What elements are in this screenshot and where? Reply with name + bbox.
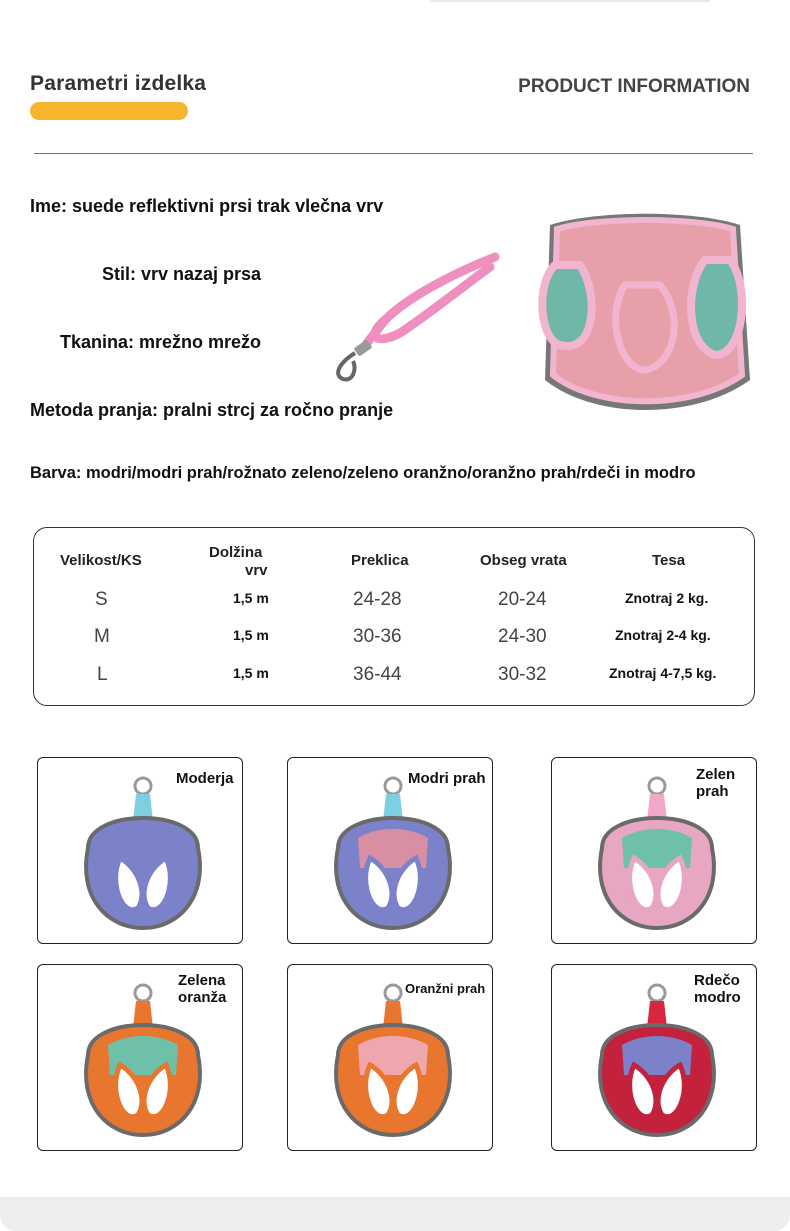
info-color: Barva: modri/modri prah/rožnato zeleno/zeleno oranžno/oranžno prah/rdeči in modro xyxy=(30,464,696,482)
title-underline-highlight xyxy=(30,102,188,120)
table-cell-chest: 24-28 xyxy=(353,589,402,610)
table-cell-chest: 36-44 xyxy=(353,664,402,685)
table-cell-weight: Znotraj 2 kg. xyxy=(625,590,709,606)
variant-label: Zelena xyxy=(178,972,226,989)
info-style: Stil: vrv nazaj prsa xyxy=(102,264,262,284)
table-cell-neck: 24-30 xyxy=(498,626,547,647)
variant-label: Zelen xyxy=(696,766,736,783)
info-washing: Metoda pranja: pralni strcj za ročno pranje xyxy=(30,400,394,420)
harness-blue-icon xyxy=(58,768,228,938)
col-header-rope-1: Dolžina xyxy=(209,544,263,561)
variant-label: modro xyxy=(694,989,741,1006)
variant-label: Moderja xyxy=(176,770,234,787)
header-divider xyxy=(34,153,753,154)
variant-label: prah xyxy=(696,783,729,800)
col-header-chest: Preklica xyxy=(351,552,409,569)
harness-blue-pink-icon xyxy=(308,768,478,938)
vest-image xyxy=(535,205,755,425)
table-cell-weight: Znotraj 2-4 kg. xyxy=(615,627,711,643)
bottom-bar xyxy=(0,1197,790,1231)
section-title: Parametri izdelka xyxy=(30,72,207,95)
info-fabric: Tkanina: mrežno mrežo xyxy=(60,332,262,352)
variant-label: oranža xyxy=(178,989,227,1006)
table-cell-rope: 1,5 m xyxy=(233,665,269,681)
info-name: Ime: suede reflektivni prsi trak vlečna vrv xyxy=(30,196,384,216)
table-cell-rope: 1,5 m xyxy=(233,590,269,606)
leash-image xyxy=(325,245,510,390)
col-header-neck: Obseg vrata xyxy=(480,552,567,569)
table-cell-chest: 30-36 xyxy=(353,626,402,647)
col-header-rope-2: vrv xyxy=(245,562,268,579)
variant-label: Oranžni prah xyxy=(405,981,486,996)
table-cell-weight: Znotraj 4-7,5 kg. xyxy=(609,665,717,681)
col-header-size: Velikost/KS xyxy=(60,552,142,569)
table-cell-size: L xyxy=(97,664,108,685)
top-divider xyxy=(430,0,710,2)
table-cell-rope: 1,5 m xyxy=(233,627,269,643)
section-title-en: PRODUCT INFORMATION xyxy=(518,76,750,97)
table-cell-size: M xyxy=(94,626,110,647)
table-cell-neck: 30-32 xyxy=(498,664,547,685)
variant-label: Modri prah xyxy=(408,770,486,787)
harness-orange-pink-icon xyxy=(308,975,478,1145)
table-cell-neck: 20-24 xyxy=(498,589,547,610)
col-header-weight: Tesa xyxy=(652,552,686,569)
table-cell-size: S xyxy=(95,589,108,610)
variant-label: Rdečo xyxy=(694,972,740,989)
